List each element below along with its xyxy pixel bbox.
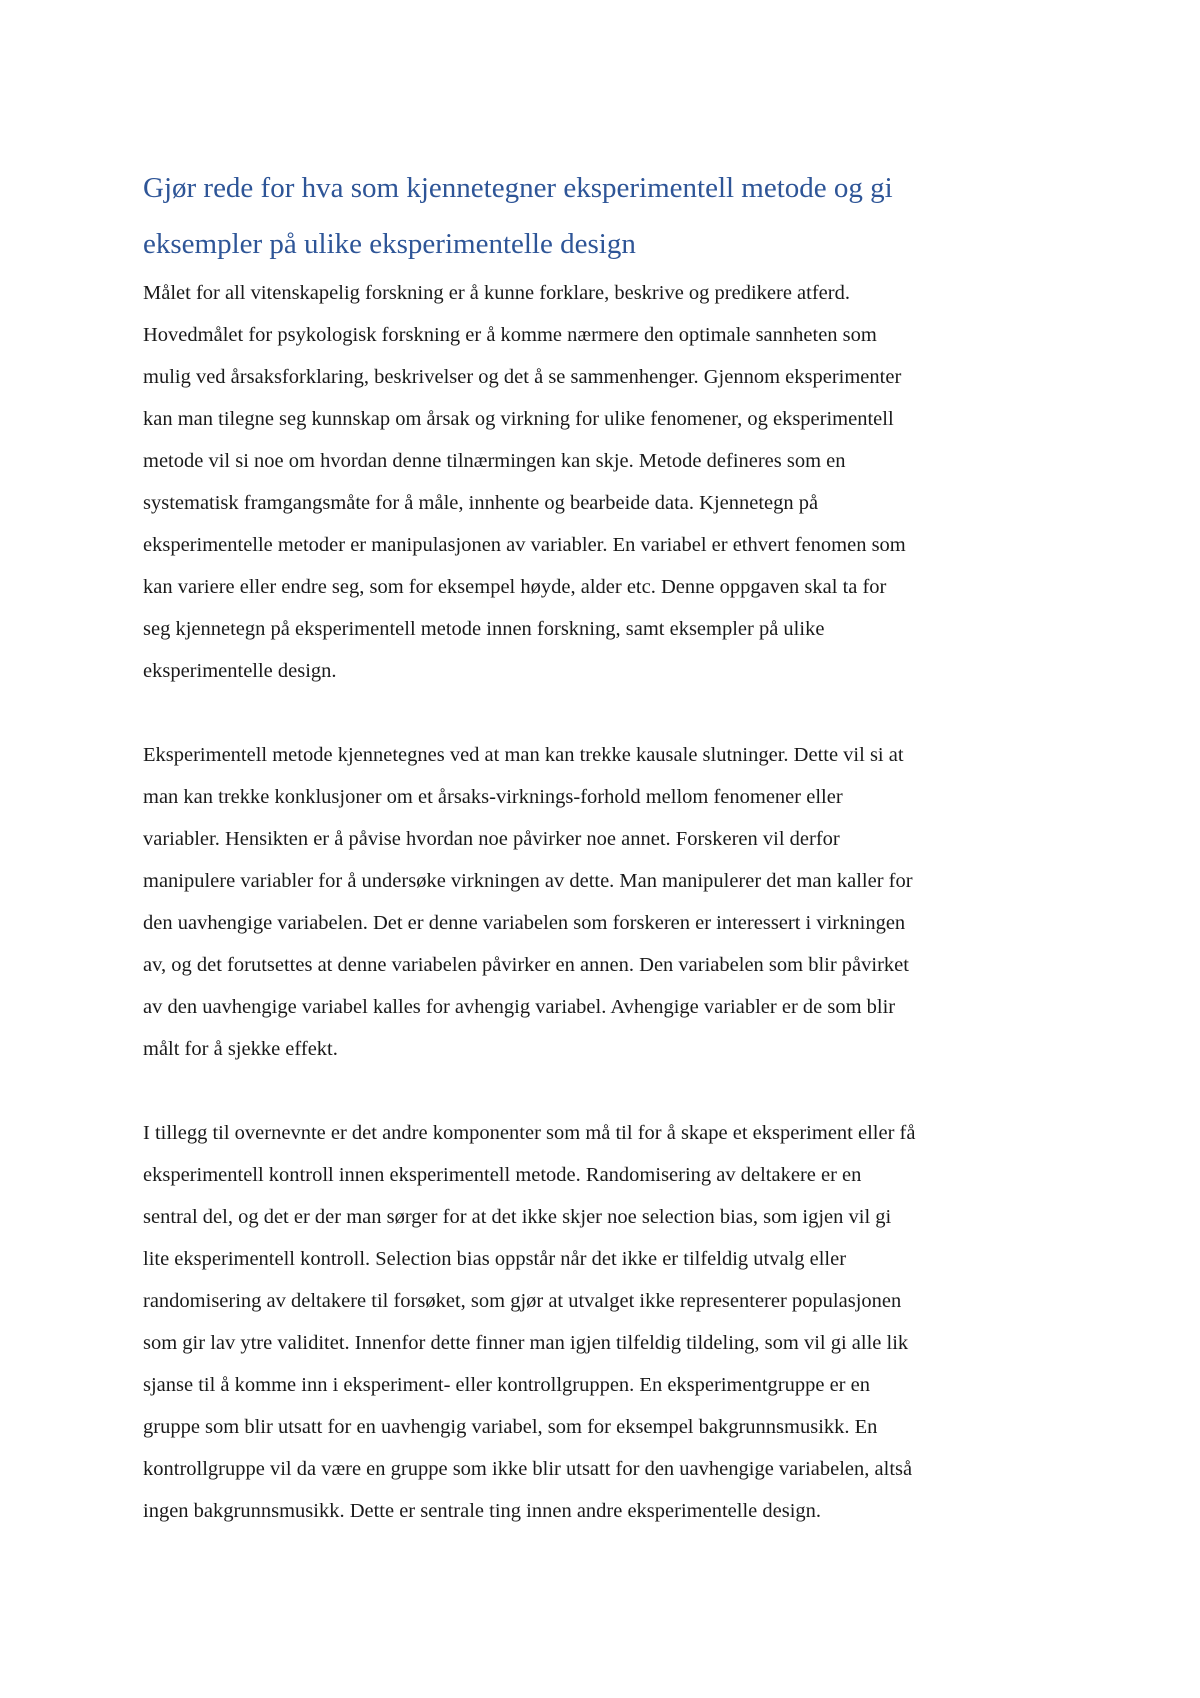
paragraph-kausale-slutninger: Eksperimentell metode kjennetegnes ved at man kan trekke kausale slutninger. Dette vil si at man kan trekke konklusjoner om et årsaks-virknings-forhold mellom fenomener eller variabler. Hensikten er å påvise hvordan noe påvirker noe annet. Forskeren vil derfor manipulere variabler for å undersøke virkningen av dette. Man manipulerer det man kaller for den uavhengige variabelen. Det er denne variabelen som forskeren er interessert i virkningen av, og det forutsettes at denne variabelen påvirker en annen. Den variabelen som blir påvirket av den uavhengige variabel kalles for avhengig variabel. Avhengige variabler er de som blir målt for å sjekke effekt. bbox=[143, 744, 913, 1060]
paragraph-eksperimentell-kontroll: I tillegg til overnevnte er det andre komponenter som må til for å skape et eksperiment eller få eksperimentell kontroll innen eksperimentell metode. Randomisering av deltakere er en sentral del, og det er der man sørger for at det ikke skjer noe selection bias, som igjen vil gi lite eksperimentell kontroll. Selection bias oppstår når det ikke er tilfeldig utvalg eller randomisering av deltakere til forsøket, som gjør at utvalget ikke representerer populasjonen som gir lav ytre validitet. Innenfor dette finner man igjen tilfeldig tildeling, som vil gi alle lik sjanse til å komme inn i eksperiment- eller kontrollgruppen. En eksperimentgruppe er en gruppe som blir utsatt for en uavhengig variabel, som for eksempel bakgrunnsmusikk. En kontrollgruppe vil da være en gruppe som ikke blir utsatt for den uavhengige variabelen, altså ingen bakgrunnsmusikk. Dette er sentrale ting innen andre eksperimentelle design. bbox=[143, 1122, 916, 1522]
document-heading: Gjør rede for hva som kjennetegner eksperimentell metode og gi eksempler på ulike eksperimentelle design bbox=[143, 172, 893, 260]
paragraph-introduction: Målet for all vitenskapelig forskning er å kunne forklare, beskrive og predikere atferd. Hovedmålet for psykologisk forskning er å komme nærmere den optimale sannheten som mulig ved årsaksforklaring, beskrivelser og det å se sammenhenger. Gjennom eksperimenter kan man tilegne seg kunnskap om årsak og virkning for ulike fenomener, og eksperimentell metode vil si noe om hvordan denne tilnærmingen kan skje. Metode defineres som en systematisk framgangsmåte for å måle, innhente og bearbeide data. Kjennetegn på eksperimentelle metoder er manipulasjonen av variabler. En variabel er ethvert fenomen som kan variere eller endre seg, som for eksempel høyde, alder etc. Denne oppgaven skal ta for seg kjennetegn på eksperimentell metode innen forskning, samt eksempler på ulike eksperimentelle design. bbox=[143, 282, 906, 682]
document-body bbox=[143, 160, 1063, 1532]
